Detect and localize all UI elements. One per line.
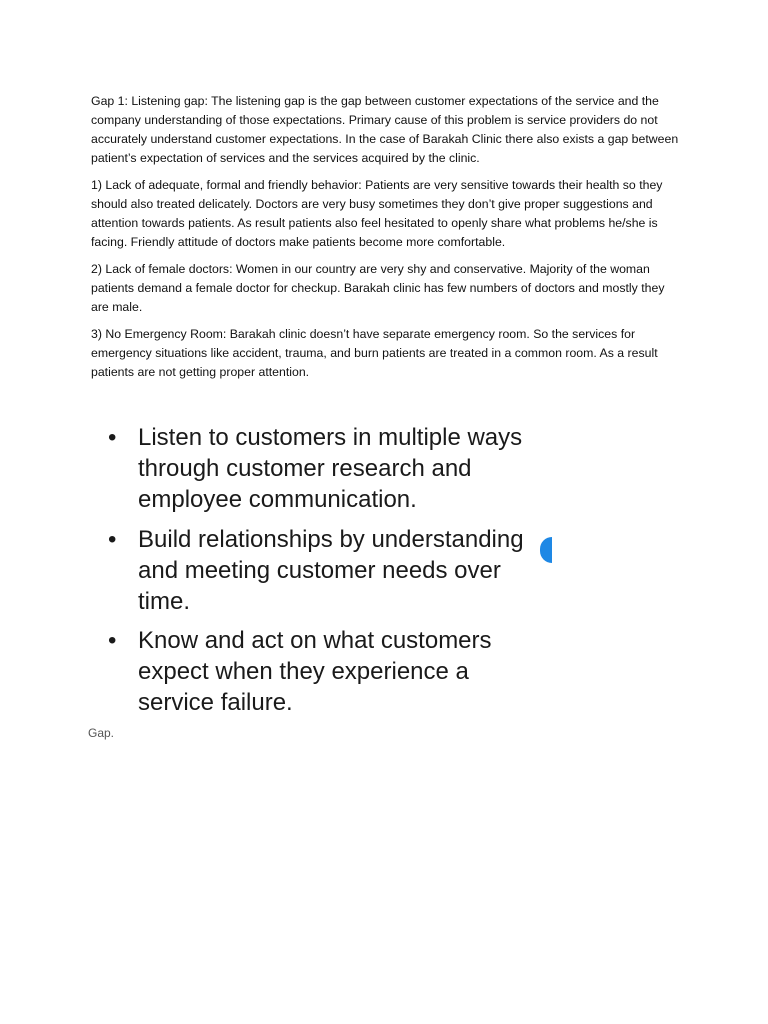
slide-bullet-text: Build relationships by understanding and meeting customer needs over time.	[138, 526, 524, 615]
bullet-dot-icon: •	[108, 424, 117, 451]
trailing-text-fragment: Gap.	[88, 726, 115, 740]
body-text	[91, 92, 681, 390]
bullet-dot-icon: •	[108, 526, 117, 553]
bullet-dot-icon: •	[108, 627, 117, 654]
slide-bullet-text: Know and act on what customers expect when they experience a service failure.	[138, 627, 492, 716]
embedded-slide-image	[104, 418, 554, 718]
slide-bullet-text: Listen to customers in multiple ways through customer research and employee communication.	[138, 424, 523, 513]
paragraph-lack-of-behavior: 1) Lack of adequate, formal and friendly behavior: Patients are very sensitive towards their health so they should also treated delicately. Doctors are very busy sometimes they don’t give proper suggestions and attention towards patients. As result patients also feel hesitated to openly share what problems he/she is facing. Friendly attitude of doctors make patients become more comfortable.	[91, 178, 663, 249]
paragraph-listening-gap: Gap 1: Listening gap: The listening gap is the gap between customer expectations of the service and the company understanding of those expectations. Primary cause of this problem is service providers do not accurately understand customer expectations. In the case of Barakah Clinic there also exists a gap between patient’s expectation of services and the services acquired by the clinic.	[91, 94, 679, 165]
paragraph-emergency-room: 3) No Emergency Room: Barakah clinic doesn’t have separate emergency room. So the services for emergency situations like accident, trauma, and burn patients are treated in a common room. As a result patients are not getting proper attention.	[91, 327, 658, 379]
paragraph-female-doctors: 2) Lack of female doctors: Women in our country are very shy and conservative. Majority of the woman patients demand a female doctor for checkup. Barakah clinic has few numbers of doctors and mostly they are male.	[91, 262, 665, 314]
